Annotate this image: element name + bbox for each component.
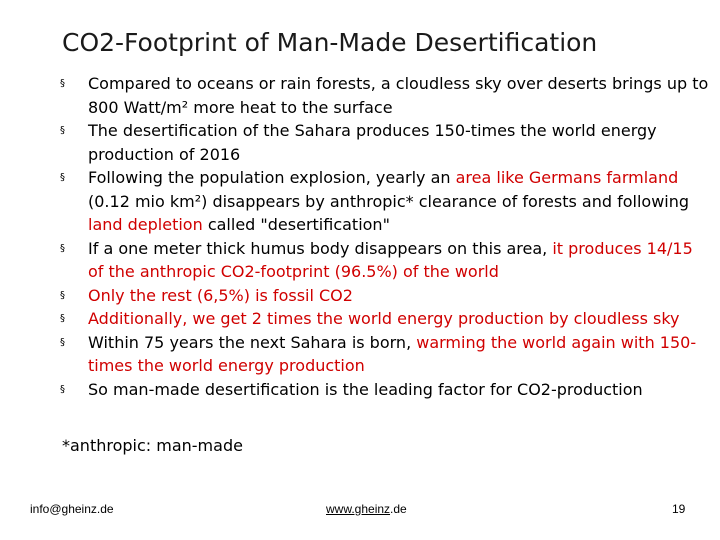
page-number: 19	[672, 502, 686, 516]
bullet-marker-icon: §	[60, 172, 65, 183]
bullet-item	[60, 378, 710, 402]
bullet-text: called "desertification"	[202, 215, 390, 234]
bullet-item	[60, 237, 710, 284]
footer-email[interactable]: info@gheinz.de	[30, 502, 114, 516]
bullet-marker-icon: §	[60, 383, 65, 395]
bullet-item	[60, 72, 710, 119]
bullet-text-highlight: area like Germans farmland	[455, 168, 679, 187]
bullet-marker-icon: §	[60, 125, 65, 136]
footer-website-link[interactable]: www.gheinz	[326, 502, 391, 516]
footnote: *anthropic: man-made	[62, 436, 243, 455]
slide-title: CO2-Footprint of Man-Made Desertification	[62, 28, 598, 57]
footer-website-suffix: .de	[390, 502, 407, 516]
bullet-list	[60, 72, 710, 401]
bullet-marker-icon: §	[60, 336, 65, 348]
footer-website[interactable]	[326, 502, 407, 516]
bullet-item	[60, 331, 710, 378]
bullet-text-highlight: land depletion	[88, 215, 203, 234]
bullet-item	[60, 284, 710, 308]
bullet-marker-icon: §	[60, 78, 65, 89]
bullet-item	[60, 307, 710, 331]
bullet-item	[60, 119, 710, 166]
bullet-text: If a one meter thick humus body disappears on this area,	[88, 238, 553, 258]
bullet-text-highlight: Additionally, we get 2 times the world energy production by cloudless sky	[88, 309, 680, 328]
bullet-text-highlight: it produces 14/15 of the anthropic CO2-footprint (96.5%) of the world	[88, 238, 693, 281]
bullet-item	[60, 166, 710, 237]
bullet-text: (0.12 mio km²) disappears by anthropic* clearance of forests and following	[88, 191, 690, 211]
bullet-marker-icon: §	[60, 313, 65, 324]
bullet-marker-icon: §	[60, 289, 65, 301]
bullet-text-highlight: Only the rest (6,5%) is fossil CO2	[88, 285, 353, 305]
bullet-text: So man-made desertification is the leading factor for CO2-production	[88, 379, 643, 399]
bullet-text-highlight: warming the world again with 150-times the world energy production	[88, 332, 697, 375]
bullet-text: Within 75 years the next Sahara is born,	[88, 332, 417, 352]
bullet-marker-icon: §	[60, 242, 65, 254]
bullet-text: Following the population explosion, yearly an	[88, 168, 456, 187]
bullet-text: Compared to oceans or rain forests, a cloudless sky over deserts brings up to 800 Watt/m² more heat to the surface	[88, 74, 709, 117]
bullet-text: The desertification of the Sahara produces 150-times the world energy production of 2016	[88, 121, 657, 164]
